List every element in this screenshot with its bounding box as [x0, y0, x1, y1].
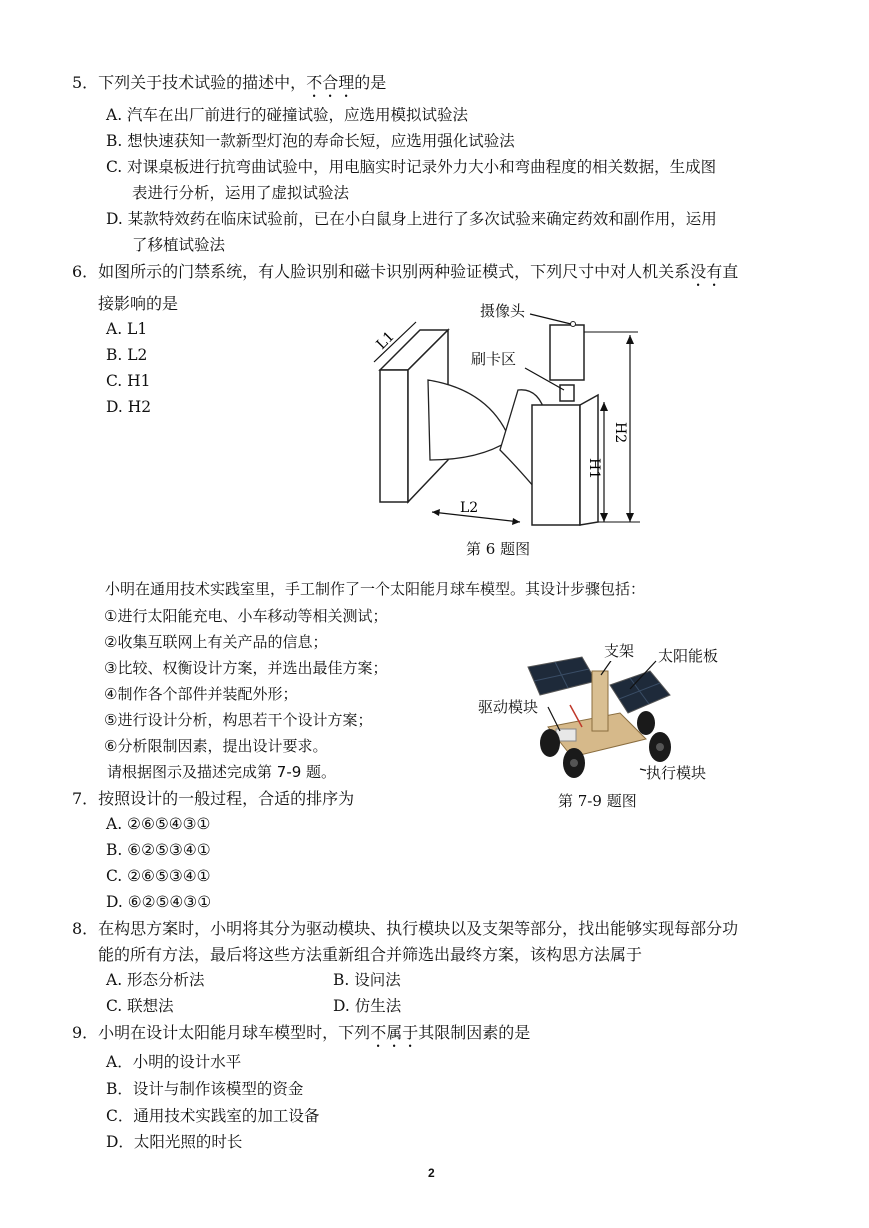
q9-option-d: D．太阳光照的时长: [106, 1133, 243, 1151]
q6-stem: [72, 259, 738, 290]
q9-option-a: A．小明的设计水平: [106, 1053, 242, 1071]
q6-option-c: C. H1: [106, 372, 151, 390]
left-flap: [428, 380, 510, 460]
q5-option-b: B. 想快速获知一款新型灯泡的寿命长短，应选用强化试验法: [106, 132, 515, 150]
camera-dot: [571, 322, 576, 327]
q5-emphasis: 不合理: [306, 73, 355, 92]
q8-option-b: B. 设问法: [333, 971, 401, 989]
q5-option-a: A. 汽车在出厂前进行的碰撞试验，应选用模拟试验法: [106, 106, 469, 124]
q5-option-d: D. 某款特效药在临床试验前，已在小白鼠身上进行了多次试验来确定药效和副作用，运用: [106, 210, 717, 228]
figure6-caption: 第 6 题图: [466, 540, 531, 558]
l2-label: L2: [460, 500, 479, 516]
q7-option-c: C. ②⑥⑤③④①: [106, 867, 211, 885]
q8-stem-line1: 8．在构思方案时，小明将其分为驱动模块、执行模块以及支架等部分，找出能够实现每部分功: [72, 919, 739, 938]
q9-emphasis: 不属于: [370, 1023, 419, 1042]
q7-option-d: D. ⑥②⑤④③①: [106, 893, 212, 911]
solar-panel-label: 太阳能板: [658, 647, 719, 665]
scenario-instruction: 请根据图示及描述完成第 7-9 题。: [107, 763, 337, 781]
right-pillar: [532, 325, 598, 525]
q8-option-c: C. 联想法: [106, 997, 174, 1015]
q8-option-d: D. 仿生法: [333, 997, 402, 1015]
q5-stem: [72, 70, 386, 101]
design-step-6: ⑥分析限制因素，提出设计要求。: [104, 737, 328, 755]
design-step-1: ①进行太阳能充电、小车移动等相关测试；: [104, 607, 388, 625]
page-number: 2: [428, 1166, 435, 1180]
q5-stem-text: 5．下列关于技术试验的描述中，: [72, 73, 307, 92]
q9-option-b: B．设计与制作该模型的资金: [106, 1080, 304, 1098]
q9-option-c: C．通用技术实践室的加工设备: [106, 1107, 320, 1125]
q5-option-d-cont: 了移植试验法: [132, 236, 226, 254]
q6-option-d: D. H2: [106, 398, 152, 416]
q9-stem: [72, 1020, 530, 1051]
camera-label: 摄像头: [480, 302, 526, 320]
card-area-label: 刷卡区: [471, 350, 517, 368]
q6-stem-line2: 接影响的是: [98, 294, 179, 313]
q9-stem-text: 9．小明在设计太阳能月球车模型时，下列: [72, 1023, 371, 1042]
figure79-caption: 第 7-9 题图: [558, 792, 637, 810]
gate-figure: [360, 290, 660, 540]
design-step-4: ④制作各个部件并装配外形；: [104, 685, 298, 703]
design-step-5: ⑤进行设计分析，构思若干个设计方案；: [104, 711, 373, 729]
q7-option-a: A. ②⑥⑤④③①: [106, 815, 211, 833]
rover-bracket: [592, 671, 608, 731]
design-step-2: ②收集互联网上有关产品的信息；: [104, 633, 328, 651]
execution-module-label: 执行模块: [646, 764, 707, 782]
q5-option-c-cont: 表进行分析，运用了虚拟试验法: [132, 184, 350, 202]
q5-stem-tail: 的是: [354, 73, 387, 92]
q7-stem: 7．按照设计的一般过程，合适的排序为: [72, 789, 355, 808]
q9-stem-tail: 其限制因素的是: [418, 1023, 531, 1042]
drive-module-label: 驱动模块: [478, 698, 539, 716]
q6-option-a: A. L1: [106, 320, 148, 338]
q6-stem-tail: 直: [722, 262, 739, 281]
bracket-label: 支架: [604, 642, 635, 660]
q6-option-b: B. L2: [106, 346, 148, 364]
l1-label: L1: [373, 328, 398, 353]
q6-stem-text: 6．如图所示的门禁系统，有人脸识别和磁卡识别两种验证模式，下列尺寸中对人机关系: [72, 262, 691, 281]
q7-option-b: B. ⑥②⑤③④①: [106, 841, 211, 859]
design-step-3: ③比较、权衡设计方案，并选出最佳方案；: [104, 659, 388, 677]
q8-stem-line2: 能的所有方法，最后将这些方法重新组合并筛选出最终方案，该构思方法属于: [98, 945, 643, 964]
h2-label: H2: [612, 422, 628, 444]
q5-option-c: C. 对课桌板进行抗弯曲试验中，用电脑实时记录外力大小和弯曲程度的相关数据，生成图: [106, 158, 717, 176]
h1-label: H1: [586, 458, 602, 480]
scenario-intro: 小明在通用技术实践室里，手工制作了一个太阳能月球车模型。其设计步骤包括：: [105, 580, 646, 598]
camera-leader: [530, 314, 571, 324]
q8-option-a: A. 形态分析法: [106, 971, 205, 989]
q6-emphasis: 没有: [690, 262, 723, 281]
